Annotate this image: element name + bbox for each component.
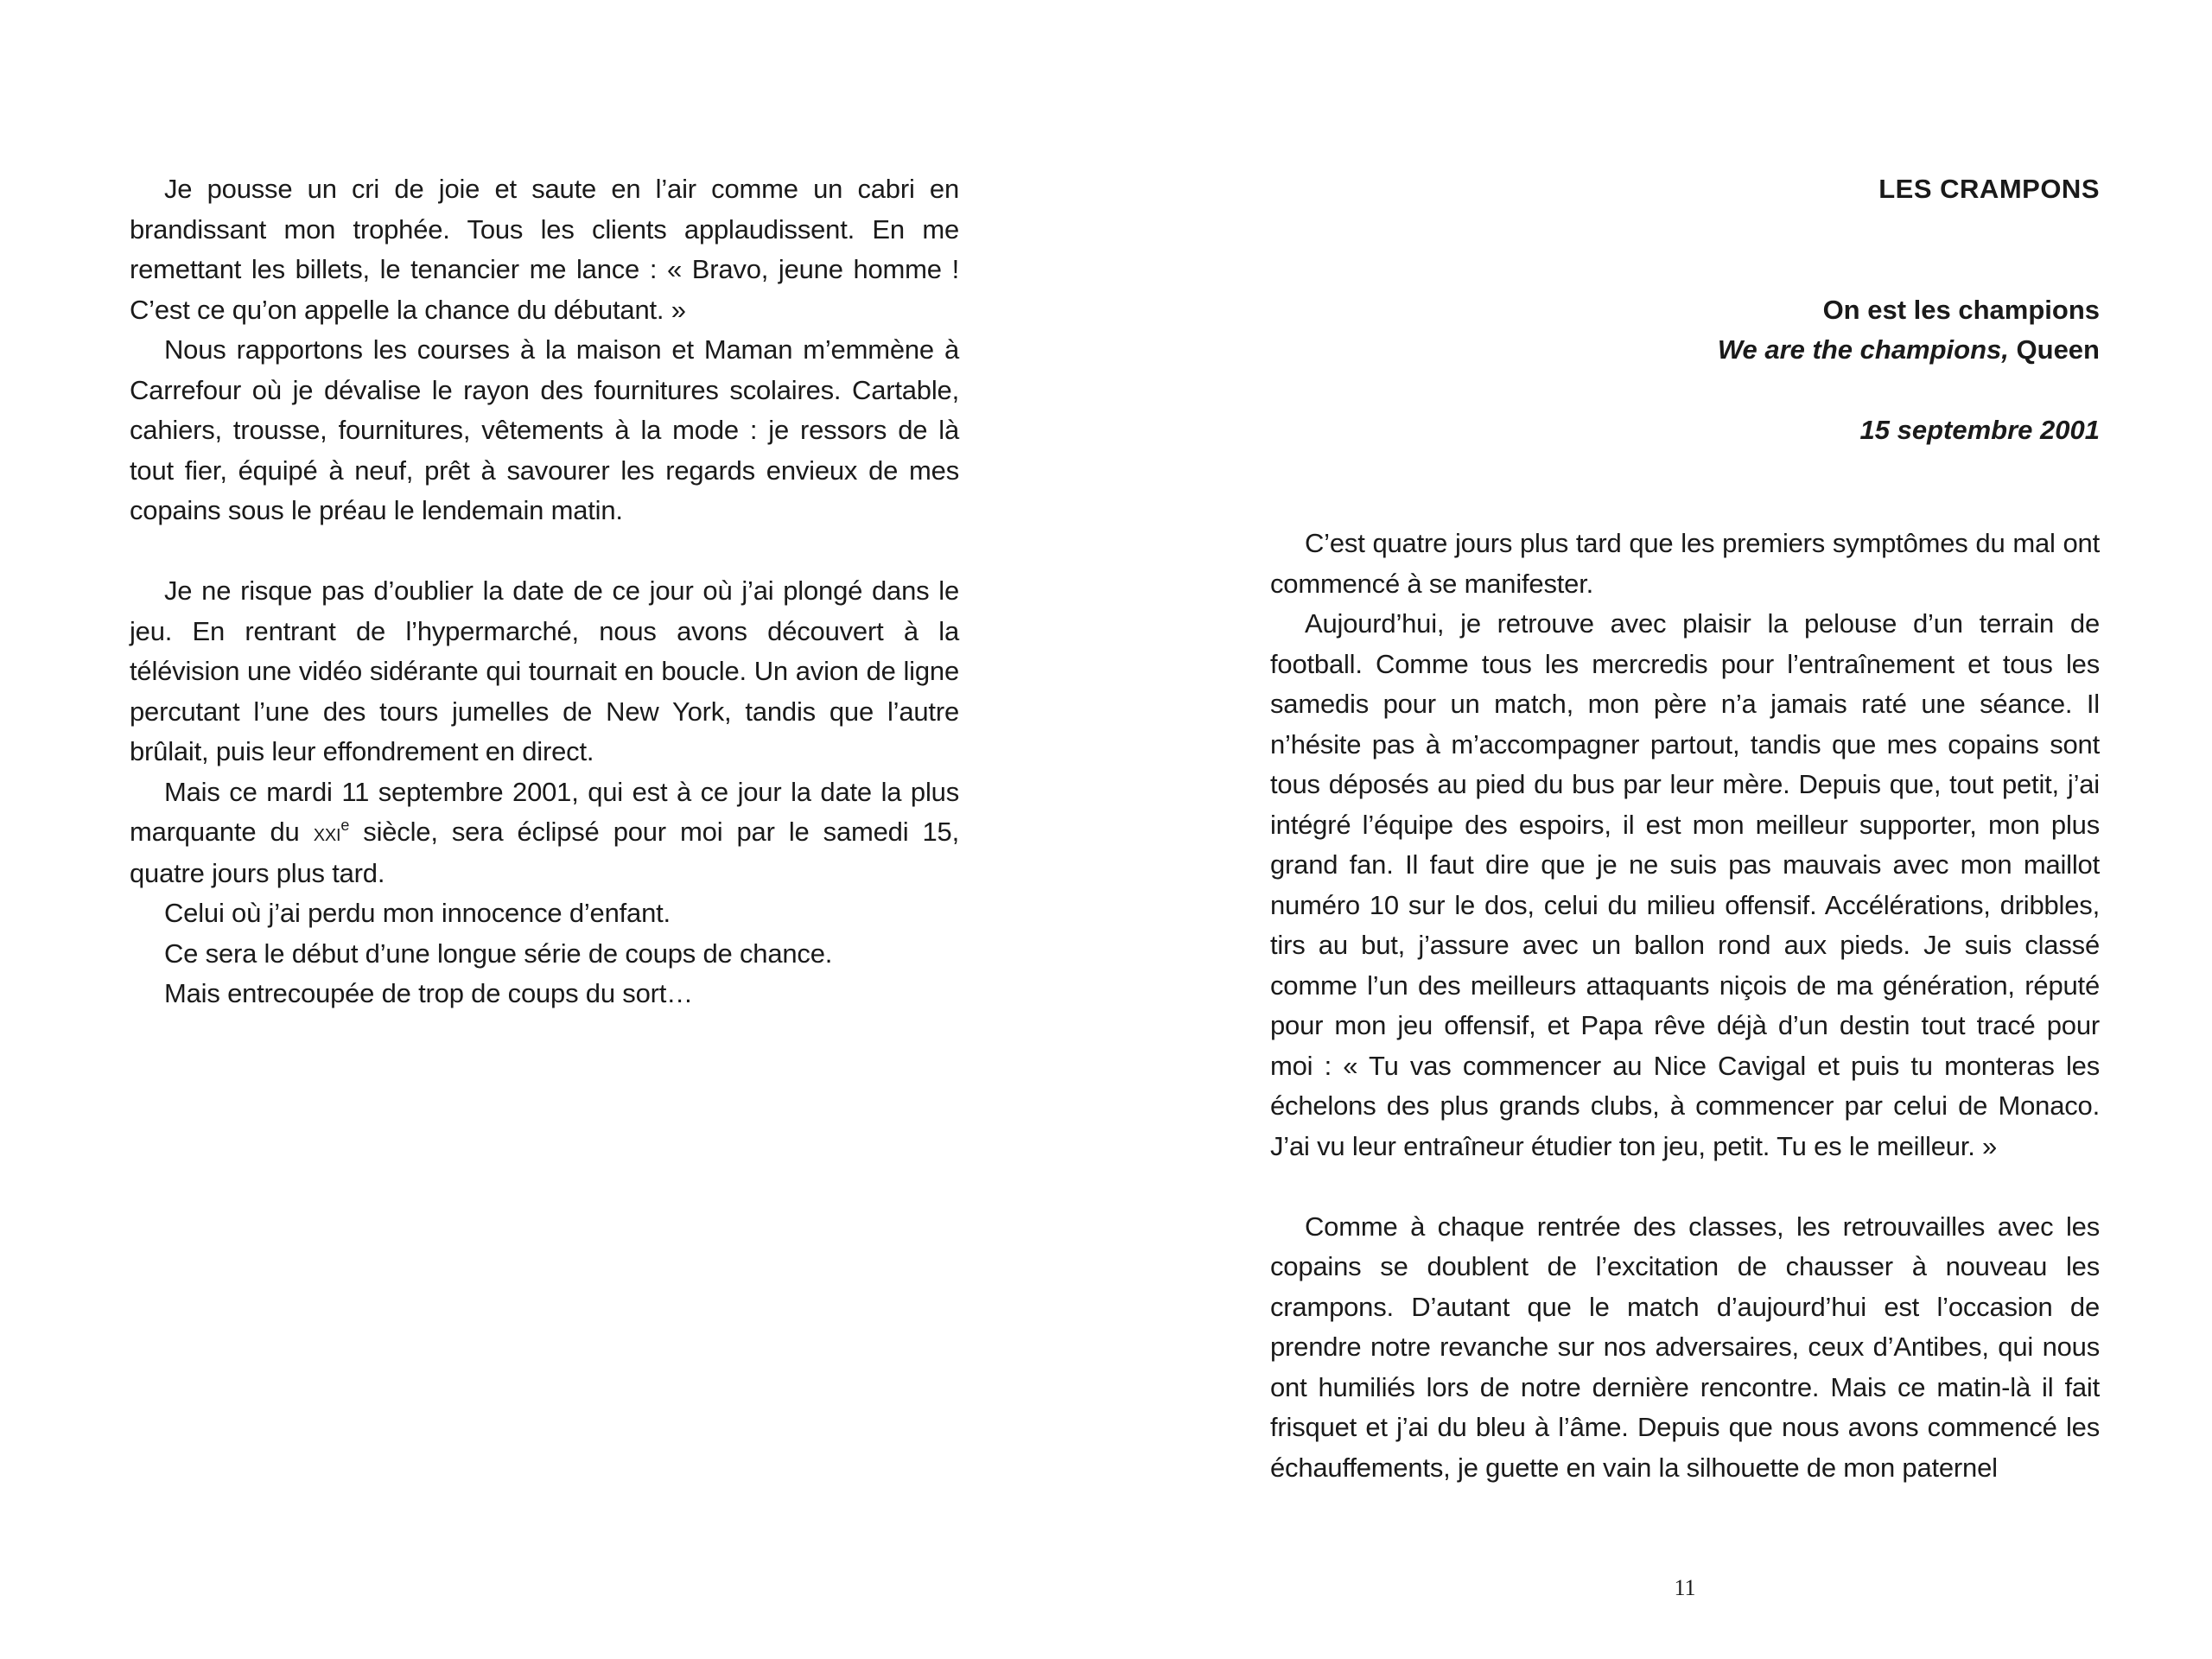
- epigraph-source: [1270, 330, 2100, 371]
- chapter-header: [1270, 169, 2100, 451]
- century-superscript: e: [340, 817, 350, 834]
- paragraph: C’est quatre jours plus tard que les premiers symptômes du mal ont commencé à se manifester.: [1270, 528, 2100, 599]
- paragraph: Je pousse un cri de joie et saute en l’air comme un cabri en brandissant mon trophée. Tous les clients applaudissent. En me remettant les billets, le tenancier me lance : « Bravo, jeune homme ! C’est ce qu’on appelle la chance du débutant. »: [130, 174, 959, 325]
- paragraph: Mais entrecoupée de trop de coups du sort…: [164, 978, 693, 1008]
- paragraph: Nous rapportons les courses à la maison et Maman m’emmène à Carrefour où je dévalise le rayon des fournitures scolaires. Cartable, cahiers, trousse, fournitures, vêtements à la mode : je ressors de là tout fier, équipé à neuf, prêt à savourer les regards envieux de mes copains sous le préau le lendemain matin.: [130, 334, 959, 525]
- right-page: [1270, 0, 2100, 1659]
- epigraph-song-title: We are the champions,: [1717, 334, 2009, 365]
- epigraph: [1270, 290, 2100, 371]
- paragraph: Celui où j’ai perdu mon innocence d’enfant.: [164, 898, 671, 928]
- left-page: [130, 0, 959, 1659]
- century-text-before: Mais ce mardi 11 septembre 2001, qui est à ce jour la date la plus marquante du: [130, 776, 959, 847]
- left-page-text: [130, 169, 959, 1014]
- chapter-date: 15 septembre 2001: [1859, 415, 2100, 445]
- chapter-title: LES CRAMPONS: [1878, 174, 2100, 204]
- epigraph-line: On est les champions: [1822, 294, 2100, 325]
- paragraph: Comme à chaque rentrée des classes, les retrouvailles avec les copains se doublent de l’excitation de chausser à nouveau les crampons. D’autant que le match d’aujourd’hui est l’occasion de prendre notre revanche sur nos adversaires, ceux d’Antibes, qui nous ont humiliés lors de notre dernière rencontre. Mais ce matin-là il fait frisquet et j’ai du bleu à l’âme. Depuis que nous avons commencé les échauffements, je guette en vain la silhouette de mon paternel: [1270, 1211, 2100, 1483]
- paragraph: Aujourd’hui, je retrouve avec plaisir la pelouse d’un terrain de football. Comme tous les mercredis pour l’entraînement et tous les samedis pour un match, mon père n’a jamais raté une séance. Il n’hésite pas à m’accompagner partout, tandis que mes copains sont tous déposés au pied du bus par leur mère. Depuis que, tout petit, j’ai intégré l’équipe des espoirs, il est mon meilleur supporter, mon plus grand fan. Il faut dire que je ne suis pas mauvais avec mon maillot numéro 10 sur le dos, celui du milieu offensif. Accélérations, dribbles, tirs au but, j’assure avec un ballon rond aux pieds. Je suis classé comme l’un des meilleurs attaquants niçois de ma génération, réputé pour mon jeu offensif, et Papa rêve déjà d’un destin tout tracé pour moi : « Tu vas commencer au Nice Cavigal et puis tu monteras les échelons des plus grands clubs, à commencer par celui de Monaco. J’ai vu leur entraîneur étudier ton jeu, petit. Tu es le meilleur. »: [1270, 608, 2100, 1161]
- paragraph-century: [130, 772, 959, 894]
- epigraph-author: Queen: [2008, 334, 2100, 365]
- paragraph: Ce sera le début d’une longue série de coups de chance.: [164, 938, 833, 969]
- century-text-after: siècle, sera éclipsé pour moi par le samedi 15, quatre jours plus tard.: [130, 817, 960, 888]
- century-numeral: xxi: [313, 819, 341, 846]
- page-number: 11: [1674, 1575, 1696, 1600]
- paragraph: Je ne risque pas d’oublier la date de ce jour où j’ai plongé dans le jeu. En rentrant de l’hypermarché, nous avons découvert à la télévision une vidéo sidérante qui tournait en boucle. Un avion de ligne percutant l’une des tours jumelles de New York, tandis que l’autre brûlait, puis leur effondrement en direct.: [130, 575, 959, 766]
- right-page-text: [1270, 524, 2100, 1488]
